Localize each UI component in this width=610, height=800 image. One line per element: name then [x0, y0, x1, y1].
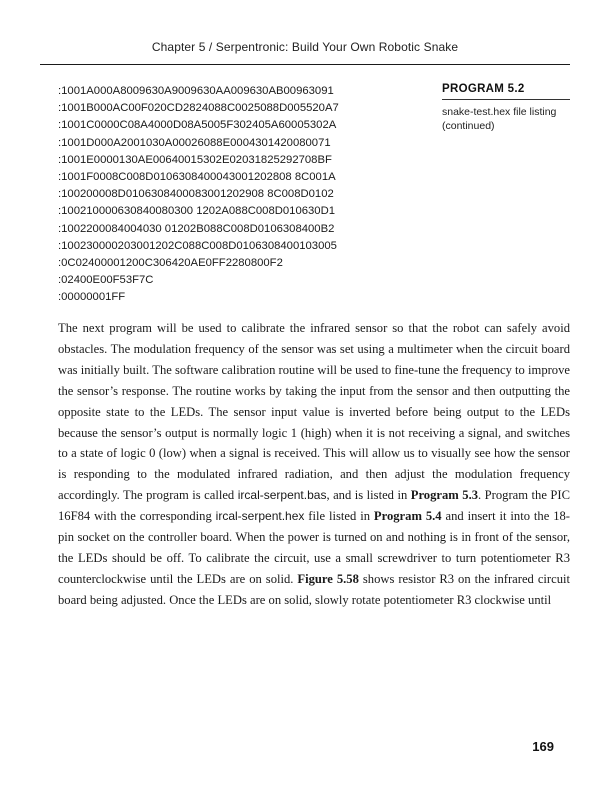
- body-paragraph: [58, 318, 570, 611]
- hex-line: :100210000630840080300 1202A088C008D010630D1: [58, 205, 336, 218]
- hex-line: :100200008D0106308400083001202908 8C008D0102: [58, 188, 334, 201]
- hex-line: :1001A000A8009630A9009630AA009630AB00963091: [58, 85, 334, 97]
- header-rule: [40, 64, 570, 65]
- hex-line: :1001E0000130AE00640015302E02031825292708BF: [58, 153, 332, 166]
- body-text-4: file listed in: [304, 509, 374, 524]
- program-caption: snake-test.hex file listing (continued): [442, 106, 557, 132]
- hex-line: :1001D000A2001030A00026088E0004301420080071: [58, 136, 331, 149]
- hex-line: :02400E00F53F7C: [58, 274, 154, 287]
- body-text-2: , and is listed in: [326, 488, 411, 503]
- filename-bas: ircal-serpent.bas: [237, 488, 327, 503]
- hex-line: :1001F0008C008D0106308400043001202808 8C001A: [58, 171, 336, 184]
- body-text-3: . Program the PIC 16F84 with the corresponding: [58, 488, 571, 524]
- hex-listing: [58, 83, 428, 307]
- program-ref-5-3: Program 5.3: [410, 488, 479, 503]
- hex-line: :100230000203001202C088C008D0106308400103005: [58, 239, 337, 252]
- hex-line: :00000001FF: [58, 291, 126, 304]
- program-sidebar: [442, 83, 570, 133]
- program-label: PROGRAM 5.2: [442, 83, 570, 100]
- body-text-6: shows resistor R3 on the infrared circuit board being adjusted. Once the LEDs are on solid, slowly rotate potentiometer R3 clockwise until: [58, 571, 570, 607]
- body-text-1: The next program will be used to calibrate the infrared sensor so that the robot can safely avoid obstacles. The modulation frequency of the sensor was set using a multimeter when the circuit board was initially built. The software calibration routine will be used to fine-tune the frequency to improve the sensor’s response. The routine works by taking the input from the sensor and then outputting the opposite state to the LEDs. The sensor input value is inverted before being output to the LEDs because the sensor’s output is normally logic 1 (high) when it is not receiving a signal, and switches to a state of logic 0 (low) when a signal is received. This will allow us to visually see how the sensor is responding to the modulated infrared radiation, and then adjust the modulation frequency accordingly. The program is called: [58, 321, 570, 503]
- program-ref-5-4: Program 5.4: [373, 509, 442, 524]
- page-number: 169: [532, 739, 554, 754]
- figure-ref-5-58: Figure 5.58: [297, 571, 359, 586]
- filename-hex: ircal-serpent.hex: [215, 509, 305, 524]
- body-text-5: and insert it into the 18-pin socket on the controller board. When the power is turned on and nothing is in front of the sensor, the LEDs should be off. To calibrate the circuit, use a small screwdriver to turn potentiometer R3 counterclockwise until the LEDs are on solid.: [58, 509, 570, 586]
- hex-line: :1002200084004030 01202B088C008D0106308400B2: [58, 222, 335, 235]
- hex-line: :1001B000AC00F020CD2824088C0025088D005520A7: [58, 102, 339, 115]
- running-head: Chapter 5 / Serpentronic: Build Your Own Robotic Snake: [151, 40, 459, 54]
- hex-line: :1001C0000C08A4000D08A5005F302405A60005302A: [58, 119, 337, 132]
- hex-line: :0C02400001200C306420AE0FF2280800F2: [58, 257, 283, 270]
